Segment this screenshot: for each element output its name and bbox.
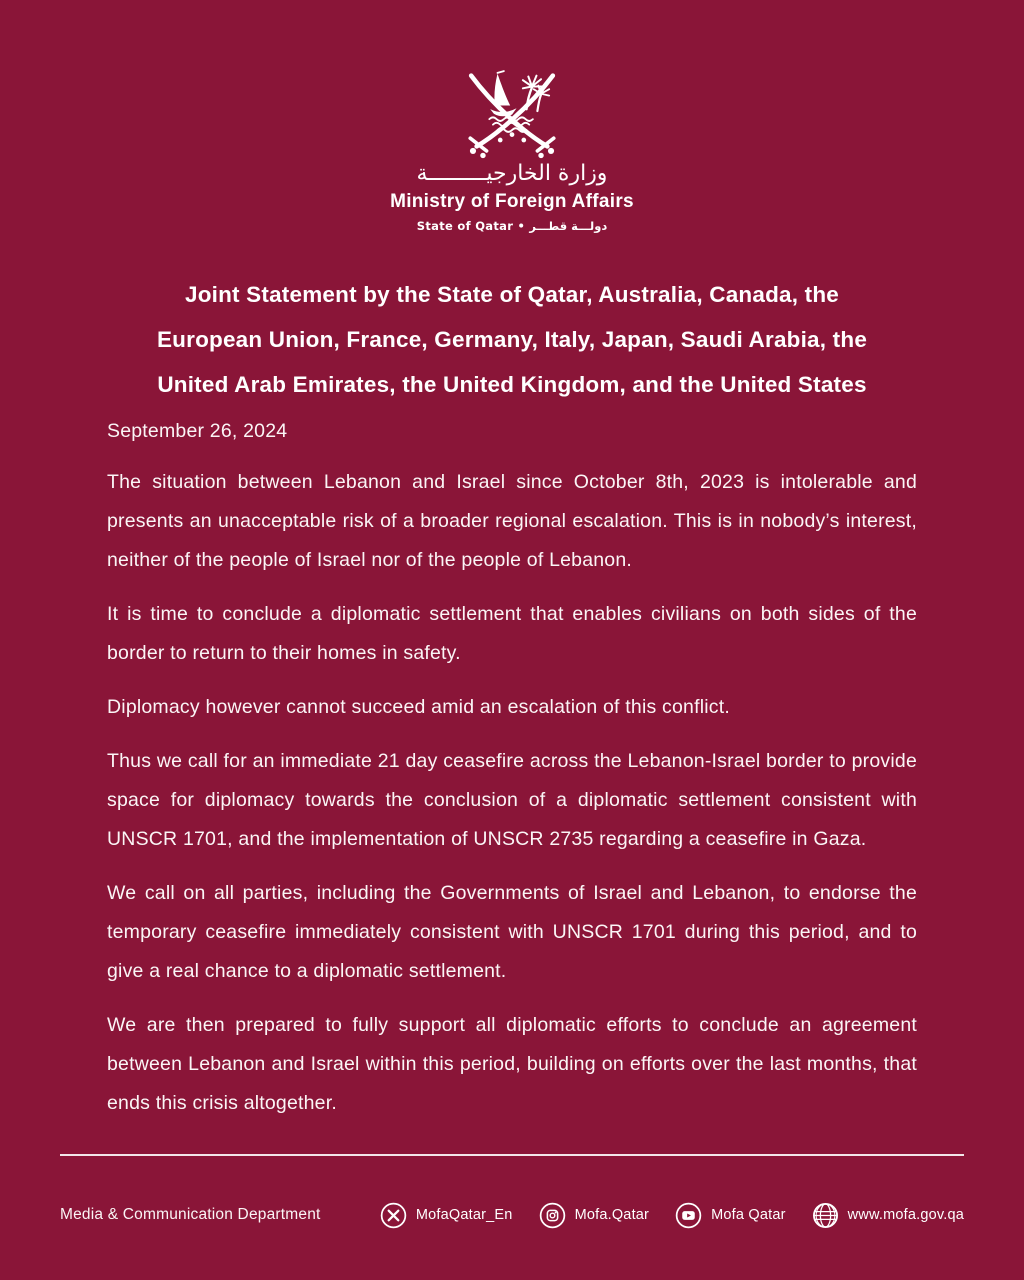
ministry-name-arabic: وزارة الخارجيـــــــــة bbox=[416, 161, 608, 186]
department-label: Media & Communication Department bbox=[60, 1206, 321, 1223]
social-link-youtube[interactable] bbox=[675, 1202, 786, 1229]
state-of-qatar-line: State of Qatar • دولـــة قطـــر bbox=[416, 219, 608, 233]
statement-date: September 26, 2024 bbox=[107, 420, 288, 442]
instagram-icon bbox=[539, 1202, 566, 1229]
header bbox=[0, 62, 1024, 233]
statement-paragraph-3: Diplomacy however cannot succeed amid an escalation of this conflict. bbox=[107, 696, 730, 718]
social-link-website[interactable] bbox=[812, 1202, 964, 1229]
globe-icon bbox=[812, 1202, 839, 1229]
statement-paragraph-4: Thus we call for an immediate 21 day ceasefire across the Lebanon-Israel border to provide space for diplomacy towards the conclusion of a diplomatic settlement consistent with UNSCR 1701, and the implementation of UNSCR 2735 regarding a ceasefire in Gaza. bbox=[107, 750, 917, 850]
social-link-instagram[interactable] bbox=[539, 1202, 650, 1229]
statement-paragraph-1: The situation between Lebanon and Israel since October 8th, 2023 is intolerable and presents an unacceptable risk of a broader regional escalation. This is in nobody’s interest, neither of the people of Israel nor of the people of Lebanon. bbox=[107, 471, 917, 571]
statement-paragraph-6: We are then prepared to fully support all diplomatic efforts to conclude an agreement between Lebanon and Israel within this period, building on efforts over the last months, that ends this crisis altogether. bbox=[107, 1014, 917, 1114]
statement-body bbox=[107, 412, 917, 1123]
social-handle: Mofa.Qatar bbox=[574, 1207, 650, 1223]
statement-title: Joint Statement by the State of Qatar, Australia, Canada, the European Union, France, Germany, Italy, Japan, Saudi Arabia, the United Arab Emirates, the United Kingdom, and the United States bbox=[156, 282, 868, 398]
statement-paragraph-2: It is time to conclude a diplomatic settlement that enables civilians on both sides of the border to return to their homes in safety. bbox=[107, 603, 917, 664]
ministry-name-english: Ministry of Foreign Affairs bbox=[390, 191, 634, 212]
footer-divider bbox=[60, 1154, 964, 1156]
footer bbox=[60, 1198, 964, 1232]
youtube-icon bbox=[675, 1202, 702, 1229]
qatar-mofa-emblem-icon bbox=[450, 62, 574, 160]
statement-paragraph-5: We call on all parties, including the Governments of Israel and Lebanon, to endorse the temporary ceasefire immediately consistent with UNSCR 1701 during this period, and to give a real chance to a diplomatic settlement. bbox=[107, 882, 917, 982]
social-handle: Mofa Qatar bbox=[711, 1207, 786, 1223]
social-link-x-twitter[interactable] bbox=[380, 1202, 513, 1229]
x-twitter-icon bbox=[380, 1202, 407, 1229]
social-handle: MofaQatar_En bbox=[415, 1207, 513, 1223]
social-handle: www.mofa.gov.qa bbox=[847, 1207, 964, 1223]
social-links bbox=[380, 1202, 964, 1229]
